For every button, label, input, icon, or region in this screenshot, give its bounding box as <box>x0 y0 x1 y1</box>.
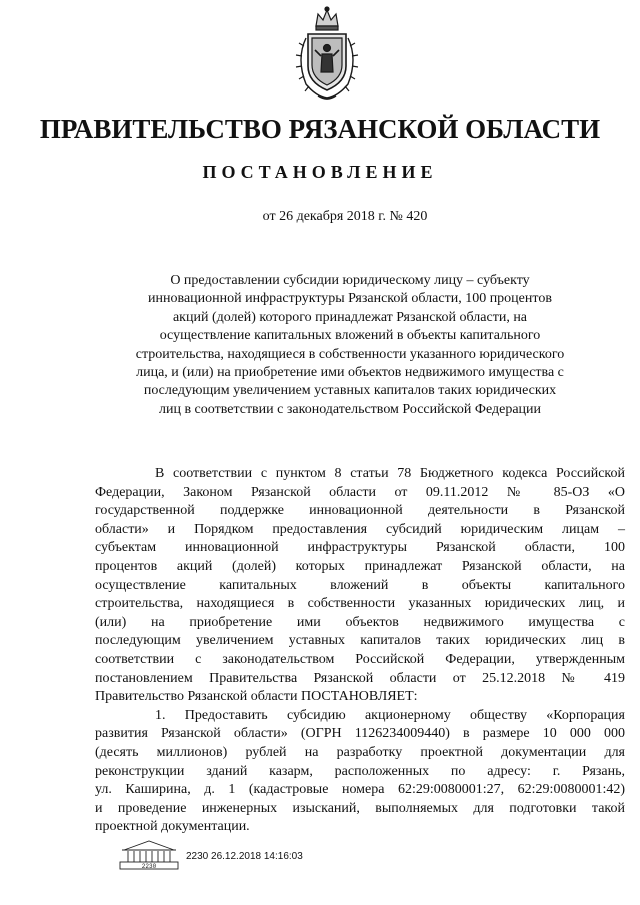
body-line: проектной документации. <box>95 819 250 835</box>
subject-line: инновационной инфраструктуры Рязанской области, 100 процентов <box>148 291 552 307</box>
body-line: развития Рязанской области» (ОГРН 1126234009440) в размере 10 000 000 <box>95 726 625 742</box>
registration-stamp-icon <box>118 838 180 872</box>
body-line: 1. Предоставить субсидию акционерному обществу «Корпорация <box>155 707 625 723</box>
body-line: государственной поддержке инновационной деятельности в Рязанской <box>95 503 625 519</box>
body-line: и проведение инженерных изысканий, выполняемых для подготовки такой <box>95 800 625 816</box>
document-date-number: от 26 декабря 2018 г. № 420 <box>262 209 428 224</box>
body-line: Правительство Рязанской области ПОСТАНОВЛЯЕТ: <box>95 689 418 705</box>
organization-title: ПРАВИТЕЛЬСТВО РЯЗАНСКОЙ ОБЛАСТИ <box>39 114 601 144</box>
preamble-paragraph <box>95 465 625 707</box>
body-line: соответствии с законодательством Российской Федерации, утвержденным <box>95 651 625 667</box>
body-line: осуществление капитальных вложений в объекты капитального <box>95 577 625 593</box>
document-type-heading: ПОСТАНОВЛЕНИЕ <box>202 162 438 182</box>
body-line: (или) на приобретение ими объектов недвижимого имущества с <box>95 614 625 630</box>
body-line: строительства, находящиеся в собственности указанных юридических лиц, и <box>95 596 625 612</box>
subject-line: осуществление капитальных вложений в объекты капитального <box>159 328 541 344</box>
body-line: процентов акций (долей) которых принадлежат Рязанской области, на <box>95 558 625 574</box>
body-line: Федерации, Законом Рязанской области от 09.11.2012 № 85-ОЗ «О <box>95 484 625 500</box>
stamp-code: 2230 <box>141 863 157 870</box>
coat-of-arms-emblem <box>290 4 364 104</box>
registration-info: 2230 26.12.2018 14:16:03 <box>186 851 303 862</box>
subject-line: строительства, находящиеся в собственности указанного юридического <box>135 346 565 362</box>
body-line: области» и Порядком предоставления субсидий юридическим лицам – <box>95 521 625 537</box>
document-subject <box>100 272 600 419</box>
body-line: В соответствии с пунктом 8 статьи 78 Бюджетного кодекса Российской <box>155 466 625 481</box>
document-body <box>95 465 625 837</box>
body-line: постановлением Правительства Рязанской области от 25.12.2018 № 419 <box>95 670 625 686</box>
body-line: реконструкции зданий казарм, расположенных по адресу: г. Рязань, <box>95 763 625 779</box>
clause-1-paragraph <box>95 707 625 837</box>
subject-line: последующим увеличением уставных капиталов таких юридических <box>143 383 557 399</box>
subject-line: акций (долей) которого принадлежат Рязанской области, на <box>172 309 528 325</box>
subject-line: лиц в соответствии с законодательством Российской Федерации <box>158 401 542 417</box>
body-line: ул. Каширина, д. 1 (кадастровые номера 62:29:0080001:27, 62:29:0080001:42) <box>95 782 625 798</box>
subject-line: О предоставлении субсидии юридическому лицу – субъекту <box>170 273 530 288</box>
body-line: субъектам инновационной инфраструктуры Рязанской области, 100 <box>95 540 625 556</box>
body-line: (десять миллионов) рублей на разработку проектной документации для <box>95 744 625 760</box>
subject-line: лица, и (или) на приобретение ими объектов недвижимого имущества с <box>136 365 564 381</box>
body-line: последующим увеличением уставных капиталов таких юридических лиц в <box>95 633 625 649</box>
